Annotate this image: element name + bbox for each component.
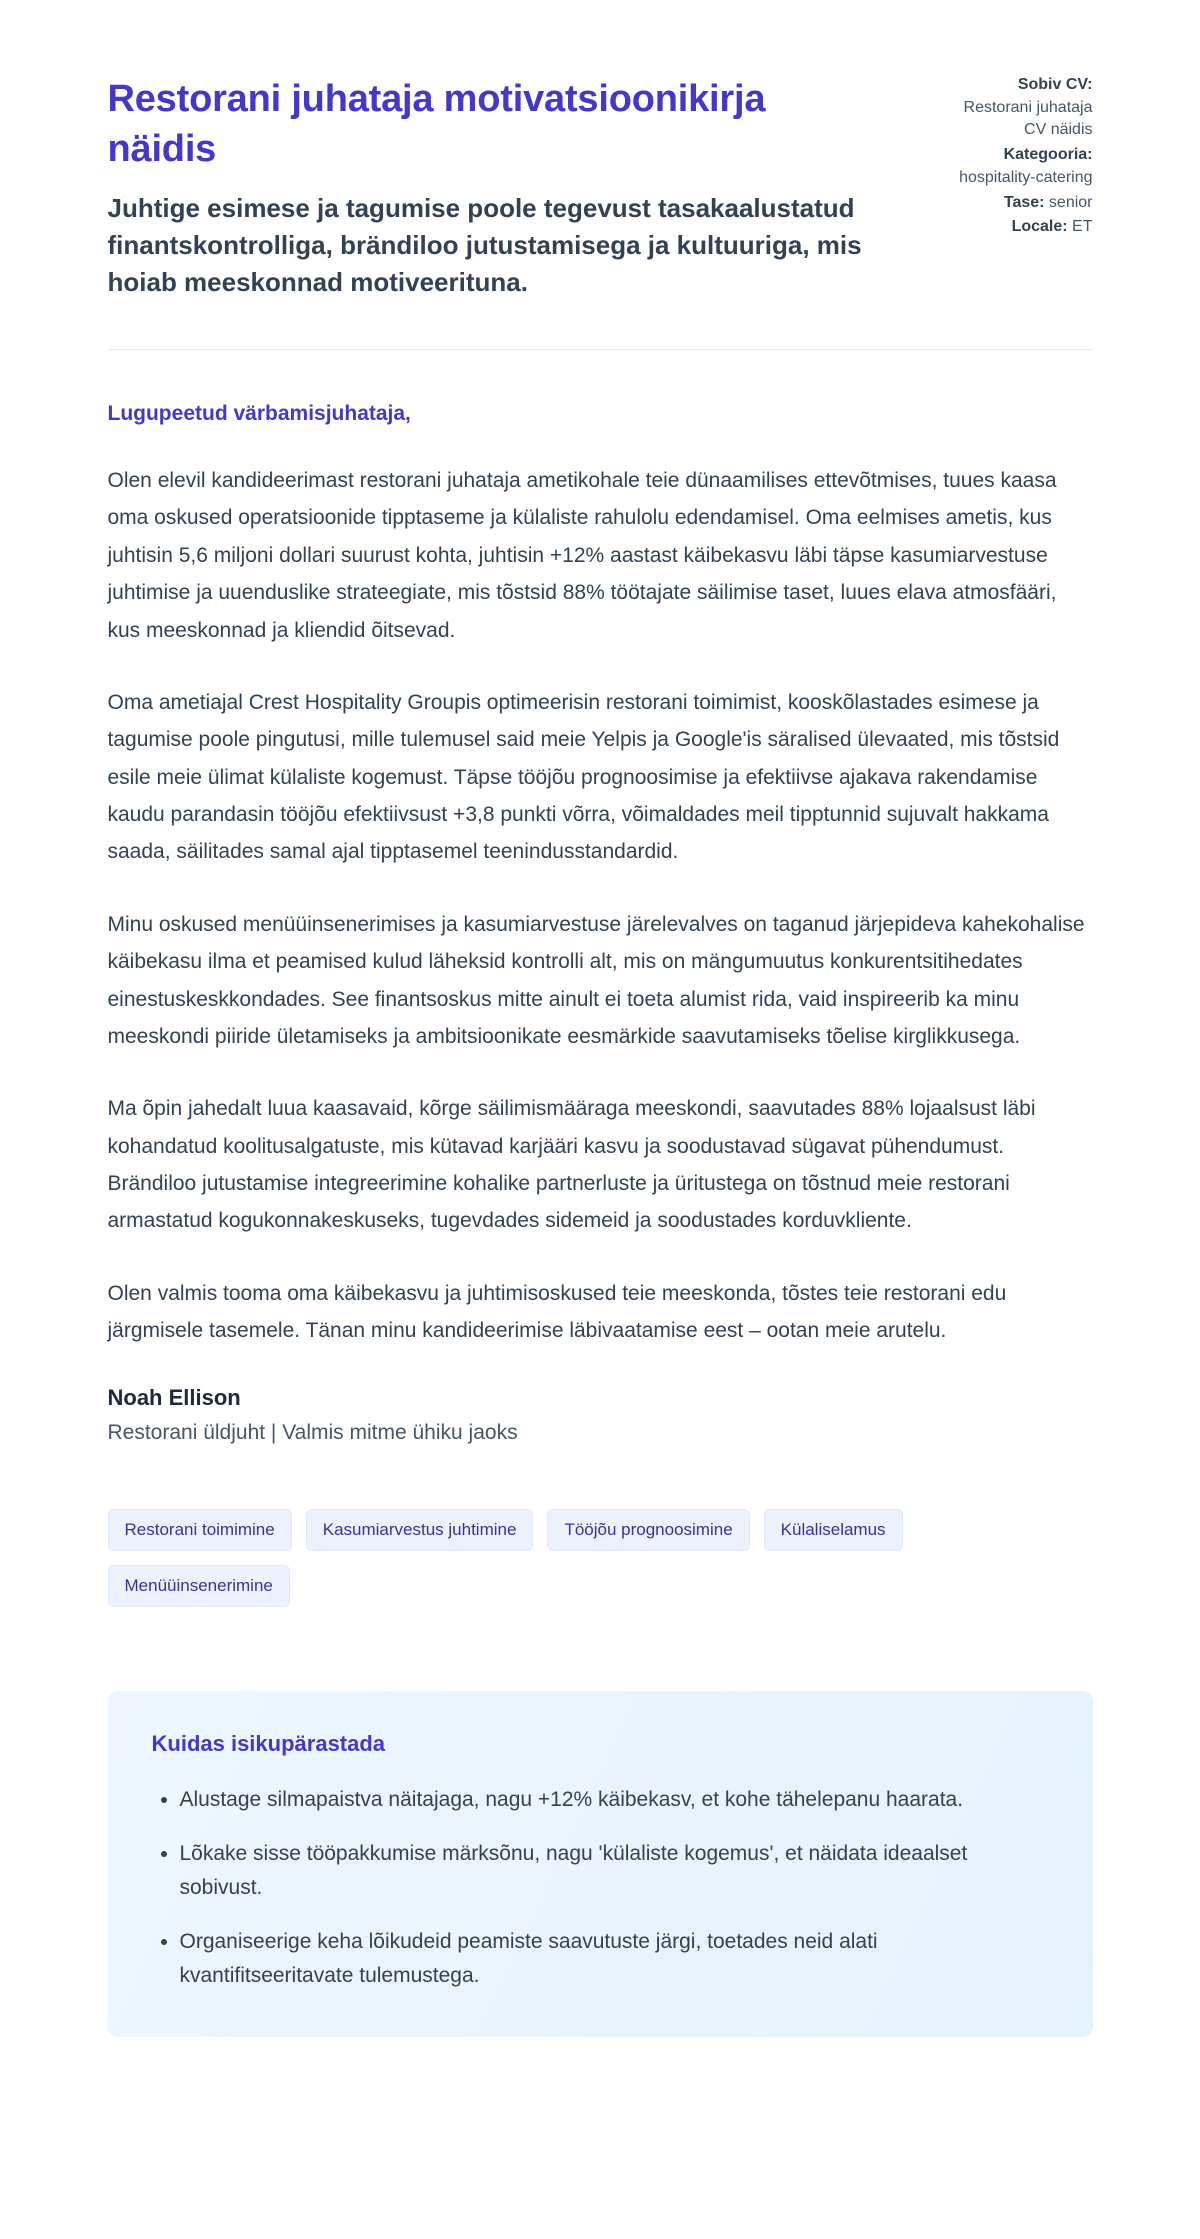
letter-paragraph: Minu oskused menüüinsenerimises ja kasumiarvestuse järelevalves on taganud järjepideva kahekohalise käibekasu ilma et peamised kulud läheksid kontrolli alt, mis on mängumuutus konkurentsitihedates einestuskeskkondades. See finantsoskus mitte ainult ei toeta alumist rida, vaid inspireerib ka minu meeskondi piiride ületamiseks ja ambitsioonikate eesmärkide saavutamiseks tõelise kirglikkusega. xyxy=(107,912,1085,1048)
meta-row xyxy=(958,192,1093,215)
letter-body xyxy=(108,462,1093,1350)
page-title: Restorani juhataja motivatsioonikirja näidis xyxy=(107,78,766,171)
tips-list xyxy=(152,1783,1049,1993)
signature-title: Restorani üldjuht | Valmis mitme ühiku jaoks xyxy=(107,1420,518,1444)
meta-label: Tase: xyxy=(1003,193,1045,211)
tips-box xyxy=(108,1691,1093,2037)
meta-label: Locale: xyxy=(1011,218,1068,236)
tip-item: • Lõkake sisse tööpakkumise märksõnu, nagu 'külaliste kogemus', et näidata ideaalset sobivust. xyxy=(180,1837,1049,1905)
tag-chip: Külaliselamus xyxy=(764,1509,903,1551)
meta-value: ET xyxy=(1072,218,1093,236)
meta-value: Restorani juhataja CV näidis xyxy=(963,98,1093,139)
letter-paragraph: Olen valmis tooma oma käibekasvu ja juhtimisoskused teie meeskonda, tõstes teie restorani edu järgmisele tasemele. Tänan minu kandideerimise läbivaatamise eest – ootan meie arutelu. xyxy=(107,1281,1007,1343)
signature-name: Noah Ellison xyxy=(107,1384,241,1410)
meta-value: senior xyxy=(1048,193,1093,211)
header-main xyxy=(108,74,908,301)
letter-paragraph: Ma õpin jahedalt luua kaasavaid, kõrge säilimismääraga meeskondi, saavutades 88% lojaalsust läbi kohandatud koolitusalgatuste, mis kütavad karjääri kasvu ja soodustavad sügavat pühendumust. Brändiloo jutustamise integreerimine kohalike partnerluste ja üritustega on tõstnud meie restorani armastatud kogukonnakeskuseks, tugevdades sidemeid ja soodustades korduvkliente. xyxy=(107,1097,1036,1233)
meta-label: Kategooria: xyxy=(1003,146,1093,164)
tip-item: • Organiseerige keha lõikudeid peamiste saavutuste järgi, toetades neid alati kvantifitseeritavate tulemustega. xyxy=(180,1925,1049,1993)
tag-chip: Menüüinsenerimine xyxy=(108,1565,290,1607)
meta-value: hospitality-catering xyxy=(959,168,1093,186)
meta-row xyxy=(958,144,1093,189)
meta-row xyxy=(958,216,1093,239)
tips-title: Kuidas isikupärastada xyxy=(151,1731,386,1757)
letter-paragraph: Oma ametiajal Crest Hospitality Groupis optimeerisin restorani toimimist, kooskõlastades esimese ja tagumise poole pingutusi, mille tulemusel said meie Yelpis ja Google'is säralised ülevaated, mis tõstsid esile meie ülimat külaliste kogemust. Täpse tööjõu prognoosimise ja efektiivse ajakava rakendamise kaudu parandasin tööjõu efektiivsust +3,8 punkti võrra, võimaldades meil tipptunnid sujuvalt hakkama saada, säilitades samal ajal tipptasemel teenindusstandardid. xyxy=(107,690,1060,864)
page-subtitle: Juhtige esimese ja tagumise poole tegevust tasakaalustatud finantskontrolliga, brändiloo jutustamisega ja kultuuriga, mis hoiab meeskonnad motiveerituna. xyxy=(107,193,862,298)
meta-panel xyxy=(958,74,1093,301)
tag-chip: Kasumiarvestus juhtimine xyxy=(306,1509,534,1551)
meta-row xyxy=(958,74,1093,142)
meta-label: Sobiv CV: xyxy=(1017,76,1093,93)
letter-paragraph: Olen elevil kandideerimast restorani juhataja ametikohale teie dünaamilises ettevõtmises, tuues kaasa oma oskused operatsioonide tipptaseme ja külaliste rahulolu edendamisel. Oma eelmises ametis, kus juhtisin 5,6 miljoni dollari suurust kohta, juhtisin +12% aastast käibekasvu läbi täpse kasumiarvestuse juhtimise ja uuenduslike strateegiate, mis tõstsid 88% töötajate säilimise taset, luues elava atmosfääri, kus meeskonnad ja kliendid õitsevad. xyxy=(107,469,1057,642)
tag-list xyxy=(108,1509,1093,1608)
tag-chip: Restorani toimimine xyxy=(108,1509,292,1551)
page xyxy=(80,0,1121,2127)
greeting: Lugupeetud värbamisjuhataja, xyxy=(107,402,411,426)
tip-item: • Alustage silmapaistva näitajaga, nagu +12% käibekasv, et kohe tähelepanu haarata. xyxy=(180,1783,1049,1817)
header-divider xyxy=(108,349,1093,350)
header xyxy=(108,74,1093,301)
letter xyxy=(108,402,1093,2037)
tag-chip: Tööjõu prognoosimine xyxy=(547,1509,749,1551)
